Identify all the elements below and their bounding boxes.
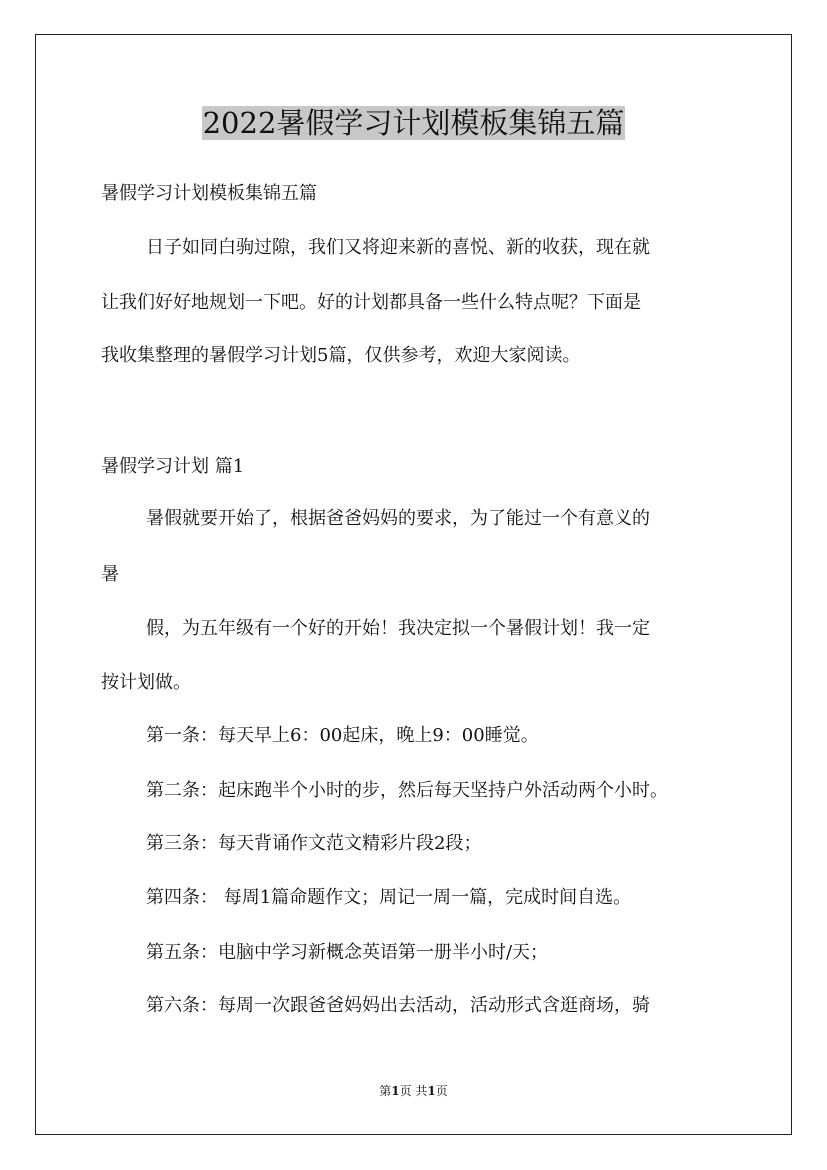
list-item: 第六条：每周一次跟爸爸妈妈出去活动，活动形式含逛商场，骑: [146, 995, 650, 1016]
footer-text: 页 共: [399, 1084, 428, 1098]
page-footer: [0, 1083, 827, 1099]
list-item: 第五条：电脑中学习新概念英语第一册半小时/天；: [146, 942, 549, 963]
paragraph-line: 假，为五年级有一个好的开始！我决定拟一个暑假计划！我一定: [146, 618, 650, 639]
list-item: 第三条：每天背诵作文范文精彩片段2段；: [146, 833, 482, 854]
paragraph-line: 日子如同白驹过隙，我们又将迎来新的喜悦、新的收获，现在就: [146, 237, 650, 258]
section-heading: 暑假学习计划 篇1: [101, 456, 245, 477]
document-title: 2022暑假学习计划模板集锦五篇: [202, 106, 625, 140]
list-item: 第一条：每天早上6：00起床，晚上9：00睡觉。: [146, 725, 539, 746]
section-heading: 暑假学习计划模板集锦五篇: [101, 183, 317, 204]
paragraph-line: 我收集整理的暑假学习计划5篇，仅供参考，欢迎大家阅读。: [101, 345, 581, 366]
footer-text: 页: [435, 1084, 448, 1098]
page-total: 1: [427, 1084, 436, 1098]
paragraph-line: 按计划做。: [101, 672, 191, 693]
paragraph-line: 暑: [101, 564, 119, 585]
list-item: 第四条： 每周1篇命题作文；周记一周一篇，完成时间自选。: [146, 887, 632, 908]
list-item: 第二条：起床跑半个小时的步，然后每天坚持户外活动两个小时。: [146, 780, 668, 801]
page-number: 1: [391, 1084, 400, 1098]
footer-text: 第: [379, 1084, 392, 1098]
paragraph-line: 暑假就要开始了，根据爸爸妈妈的要求，为了能过一个有意义的: [146, 508, 650, 529]
paragraph-line: 让我们好好地规划一下吧。好的计划都具备一些什么特点呢？下面是: [101, 292, 641, 313]
